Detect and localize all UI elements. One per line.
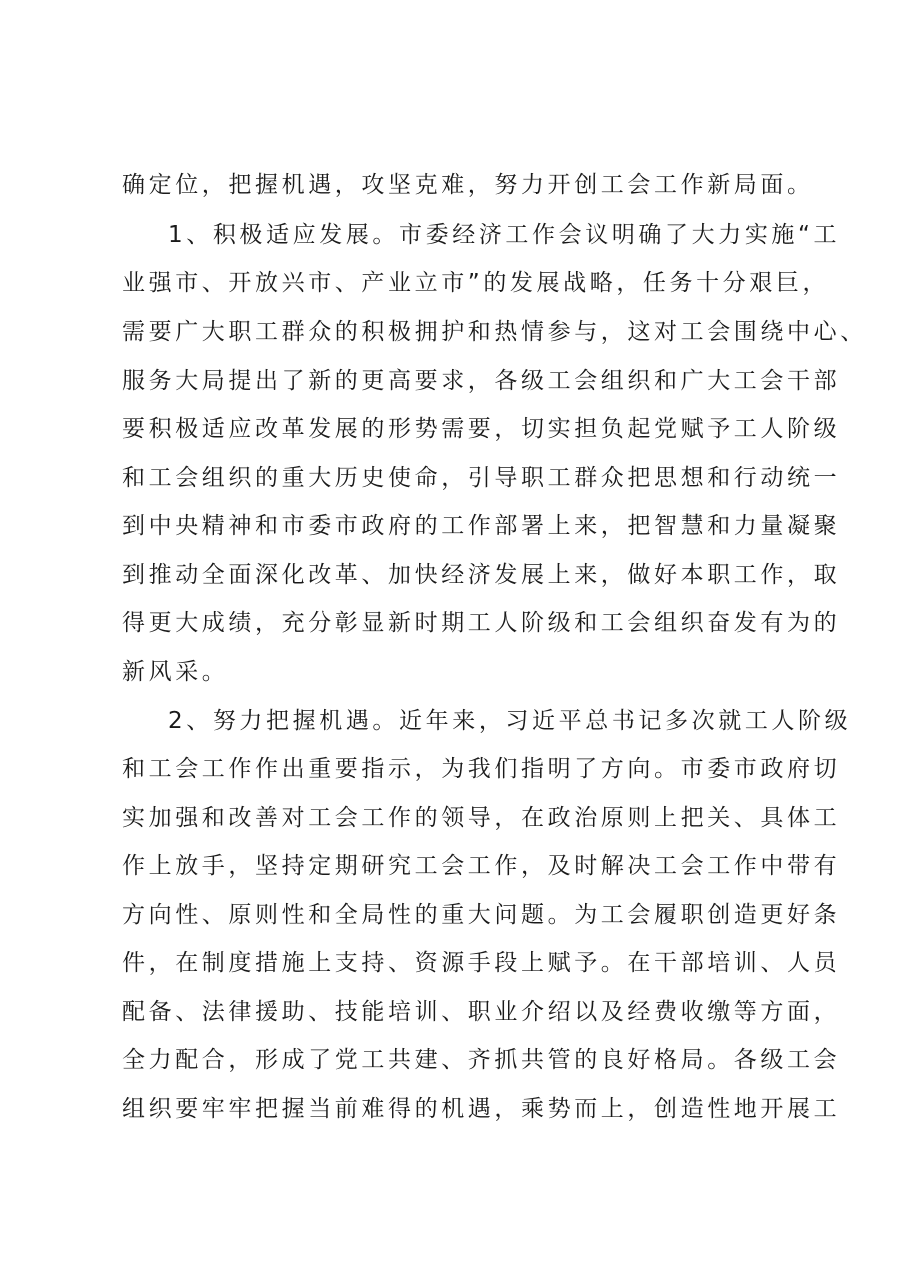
text-line: 新风采。: [122, 659, 229, 685]
text-line: 和工会工作作出重要指示，为我们指明了方向。市委市政府切: [122, 756, 841, 782]
text-line: 配备、法律援助、技能培训、职业介绍以及经费收缴等方面，: [122, 999, 841, 1025]
text-line: 作上放手，坚持定期研究工会工作，及时解决工会工作中带有: [122, 853, 841, 879]
text-line: 要积极适应改革发展的形势需要，切实担负起党赋予工人阶级: [122, 416, 841, 442]
text-line: 实加强和改善对工会工作的领导，在政治原则上把关、具体工: [122, 805, 841, 831]
text-line: 得更大成绩，充分彰显新时期工人阶级和工会组织奋发有为的: [122, 610, 841, 636]
text-line: 件，在制度措施上支持、资源手段上赋予。在干部培训、人员: [122, 950, 841, 976]
text-line: 2、努力把握机遇。近年来，习近平总书记多次就工人阶级: [168, 708, 852, 734]
text-line: 1、积极适应发展。市委经济工作会议明确了大力实施“工: [168, 222, 841, 248]
text-line: 到推动全面深化改革、加快经济发展上来，做好本职工作，取: [122, 562, 841, 588]
text-line: 到中央精神和市委市政府的工作部署上来，把智慧和力量凝聚: [122, 513, 841, 539]
text-line: 组织要牢牢把握当前难得的机遇，乘势而上，创造性地开展工: [122, 1096, 841, 1122]
text-line: 确定位，把握机遇，攻坚克难，努力开创工会工作新局面。: [122, 172, 814, 198]
text-line: 全力配合，形成了党工共建、齐抓共管的良好格局。各级工会: [122, 1047, 841, 1073]
text-line: 服务大局提出了新的更高要求，各级工会组织和广大工会干部: [122, 368, 841, 394]
text-line: 业强市、开放兴市、产业立市”的发展战略，任务十分艰巨，: [122, 270, 830, 296]
text-line: 需要广大职工群众的积极拥护和热情参与，这对工会围绕中心、: [122, 319, 867, 345]
text-line: 方向性、原则性和全局性的重大问题。为工会履职创造更好条: [122, 902, 841, 928]
text-line: 和工会组织的重大历史使命，引导职工群众把思想和行动统一: [122, 465, 841, 491]
